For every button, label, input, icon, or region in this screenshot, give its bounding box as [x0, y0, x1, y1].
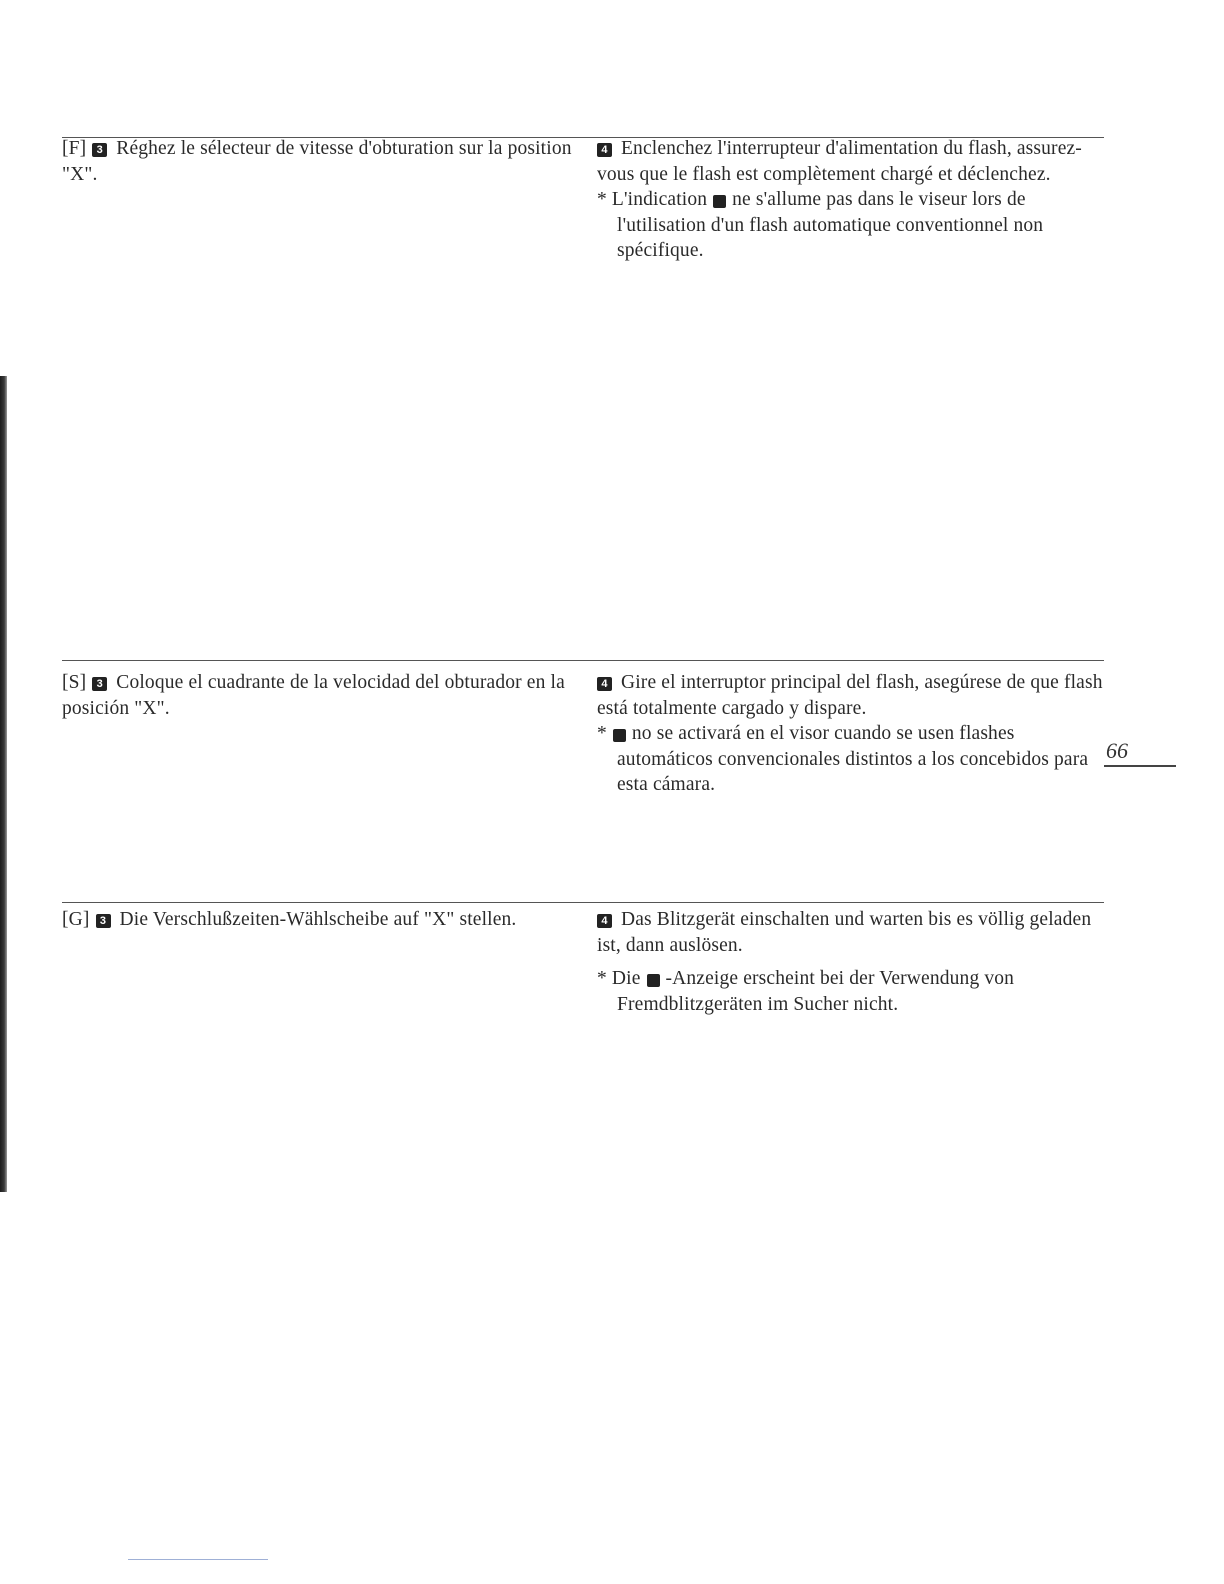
step-3-paragraph: [62, 136, 572, 187]
step-3-column: [62, 670, 572, 721]
step-4-text: Enclenchez l'interrupteur d'alimentation du flash, assurez-vous que le flash est complètement chargé et déclenchez.: [597, 138, 1082, 185]
step-4-paragraph: [597, 670, 1107, 721]
binding-edge: [0, 376, 7, 1192]
step-4-paragraph: [597, 136, 1107, 187]
language-tag: [F]: [62, 138, 87, 159]
step-4-text: Gire el interruptor principal del flash, asegúrese de que flash está totalmente cargado y dispare.: [597, 672, 1103, 719]
step-3-text: Die Verschlußzeiten-Wählscheibe auf "X" stellen.: [119, 909, 517, 930]
section-rule: [62, 902, 1104, 903]
step-4-badge: 4: [597, 143, 612, 157]
bottom-divider: [128, 1559, 268, 1560]
page-number-rule: [1104, 765, 1176, 767]
viewfinder-note: [597, 187, 1107, 264]
step-3-column: [62, 136, 572, 187]
step-4-column: [597, 907, 1107, 1017]
step-4-badge: 4: [597, 677, 612, 691]
viewfinder-note: [597, 966, 1107, 1017]
viewfinder-note: [597, 721, 1107, 798]
flash-indicator-icon: 5: [713, 195, 726, 208]
step-3-text: Réghez le sélecteur de vitesse d'obturation sur la position "X".: [62, 138, 572, 185]
step-4-badge: 4: [597, 914, 612, 928]
step-3-text: Coloque el cuadrante de la velocidad del obturador en la posición "X".: [62, 672, 565, 719]
step-3-badge: 3: [92, 143, 107, 157]
step-4-column: [597, 136, 1107, 264]
flash-indicator-icon: 5: [613, 729, 626, 742]
note-text: no se activará en el visor cuando se usen flashes automáticos convencionales distintos a los concebidos para esta cámara.: [617, 723, 1089, 795]
step-3-paragraph: [62, 670, 572, 721]
note-text: -Anzeige erscheint bei der Verwendung von Fremdblitzgeräten im Sucher nicht.: [617, 968, 1015, 1015]
step-3-badge: 3: [96, 914, 111, 928]
note-prefix: * Die: [597, 968, 641, 989]
step-4-paragraph: [597, 907, 1107, 958]
step-3-paragraph: [62, 907, 572, 933]
step-3-column: [62, 907, 572, 933]
page-number: 66: [1106, 738, 1128, 763]
language-tag: [S]: [62, 672, 87, 693]
note-text: ne s'allume pas dans le viseur lors de l'utilisation d'un flash automatique conventionnel non spécifique.: [617, 189, 1044, 261]
note-prefix: * L'indication: [597, 189, 708, 210]
section-rule: [62, 660, 1104, 661]
note-prefix: *: [597, 723, 607, 744]
flash-indicator-icon: 5: [647, 974, 660, 987]
step-4-column: [597, 670, 1107, 798]
step-3-badge: 3: [92, 677, 107, 691]
language-tag: [G]: [62, 909, 90, 930]
step-4-text: Das Blitzgerät einschalten und warten bis es völlig geladen ist, dann auslösen.: [597, 909, 1092, 956]
